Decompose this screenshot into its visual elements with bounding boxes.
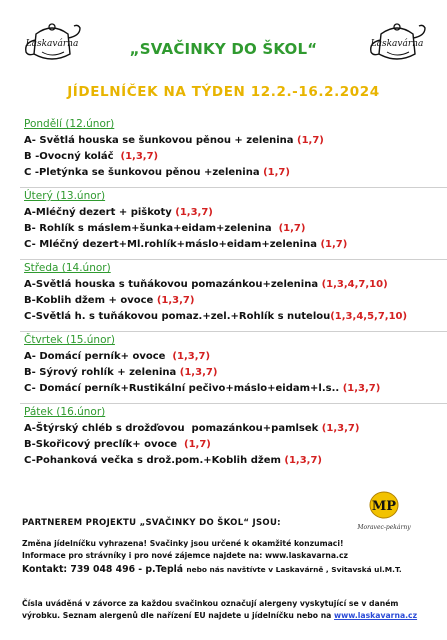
logo-right-text: Laskavárna: [370, 39, 424, 49]
footer-line-change: Změna jídelníčku vyhrazena! Svačinky jsou určené k okamžité konzumaci!: [22, 539, 344, 548]
menu-item-text: A- Domácí perník+ ovoce: [24, 351, 173, 362]
allergen-codes: (1,3,7): [175, 207, 213, 218]
allergen-codes: (1,7): [263, 167, 290, 178]
day-block: [24, 190, 444, 253]
allergen-note-text: výrobku. Seznam alergenů dle nařízení EU najdete u jídelníčku nebo na: [22, 611, 335, 620]
allergen-note-line1: Čísla uváděná v závorce za každou svačinkou označují alergeny vyskytující se v daném: [22, 599, 399, 608]
allergen-note-line2: [22, 610, 442, 622]
menu-item-text: C- Domácí perník+Rustikální pečivo+máslo+eidam+l.s..: [24, 383, 343, 394]
day-separator: [20, 187, 447, 188]
menu-item-text: C- Mléčný dezert+Ml.rohlík+máslo+eidam+zelenina: [24, 239, 321, 250]
allergen-codes: (1,3,7): [156, 295, 195, 306]
allergen-codes: (1,3,4,5,7,10): [330, 311, 408, 322]
menu-item: [24, 437, 444, 453]
allergen-codes: (1,3,7): [120, 151, 159, 162]
menu-item: [24, 349, 444, 365]
contact-visit: nebo nás navštívte v Laskavárně , Svitavská ul.M.T.: [186, 565, 402, 574]
footer-line-info: Informace pro strávníky i pro nové zájemce najdete na: www.laskavarna.cz: [22, 551, 349, 560]
menu-item-text: B- Rohlík s máslem+šunka+eidam+zelenina: [24, 223, 279, 234]
menu-item: [24, 221, 444, 237]
contact-phone: Kontakt: 739 048 496 - p.Teplá: [22, 564, 187, 575]
menu-item: [24, 421, 444, 437]
menu-item: [24, 133, 444, 149]
menu-item: [24, 453, 444, 469]
menu-item: [24, 277, 444, 293]
menu-item-text: B-Skořicový preclík+ ovoce: [24, 439, 184, 450]
menu-item-text: A-Štýrský chléb s drožďovou pomazánkou+pamlsek: [24, 423, 322, 434]
day-separator: [20, 259, 447, 260]
allergen-codes: (1,7): [278, 223, 306, 234]
day-separator: [20, 331, 447, 332]
menu-item-text: A- Světlá houska se šunkovou pěnou + zelenina: [24, 135, 297, 146]
mp-logo-caption: Moravec-pekárny: [357, 524, 411, 531]
day-title: Středa (14.únor): [24, 262, 111, 274]
allergen-codes: (1,3,4,7,10): [321, 279, 388, 290]
menu-item: [24, 237, 444, 253]
allergen-codes: (1,3,7): [342, 383, 381, 394]
weekly-menu: [24, 118, 444, 475]
menu-item: [24, 293, 444, 309]
logo-left-text: Laskavárna: [25, 39, 79, 49]
menu-item-text: C -Pletýnka se šunkovou pěnou +zelenina: [24, 167, 264, 178]
mp-partner-logo: [354, 487, 414, 535]
menu-item-text: C-Světlá h. s tuňákovou pomaz.+zel.+Rohlík s nutelou: [24, 311, 331, 322]
allergen-codes: (1,3,7): [179, 367, 218, 378]
allergen-note: [22, 598, 442, 622]
menu-item-text: B- Sýrový rohlík + zelenina: [24, 367, 180, 378]
day-separator: [20, 403, 447, 404]
menu-item-text: A-Světlá houska s tuňákovou pomazánkou+zelenina: [24, 279, 322, 290]
website-link[interactable]: www.laskavarna.cz: [334, 611, 418, 620]
menu-week-subtitle: JÍDELNÍČEK NA TÝDEN 12.2.-16.2.2024: [67, 84, 380, 100]
menu-item-text: A-Mléčný dezert + piškoty: [24, 207, 176, 218]
day-title: Úterý (13.únor): [24, 190, 106, 202]
page-title: „SVAČINKY DO ŠKOL“: [129, 40, 318, 58]
allergen-codes: (1,7): [297, 135, 324, 146]
menu-item: [24, 309, 444, 325]
menu-item: [24, 205, 444, 221]
menu-item: [24, 165, 444, 181]
allergen-codes: (1,7): [320, 239, 348, 250]
menu-item-text: C-Pohanková večka s drož.pom.+Koblih džem: [24, 455, 285, 466]
day-block: [24, 334, 444, 397]
day-block: [24, 262, 444, 325]
footer-info: [22, 538, 442, 577]
allergen-codes: (1,3,7): [321, 423, 360, 434]
day-title: Pátek (16.únor): [24, 406, 106, 418]
mp-logo-mark: MP: [371, 499, 397, 514]
partner-heading: PARTNEREM PROJEKTU „SVAČINKY DO ŠKOL“ JSOU:: [22, 518, 281, 528]
day-title: Čtvrtek (15.únor): [24, 334, 115, 346]
menu-item: [24, 149, 444, 165]
menu-item: [24, 365, 444, 381]
day-block: [24, 118, 444, 181]
day-title: Pondělí (12.únor): [24, 118, 115, 130]
menu-item-text: B-Koblih džem + ovoce: [24, 295, 157, 306]
allergen-codes: (1,7): [184, 439, 211, 450]
menu-item: [24, 381, 444, 397]
day-block: [24, 406, 444, 469]
allergen-codes: (1,3,7): [284, 455, 322, 466]
footer-contact: [22, 563, 442, 577]
allergen-codes: (1,3,7): [172, 351, 211, 362]
menu-item-text: B -Ovocný koláč: [24, 151, 121, 162]
